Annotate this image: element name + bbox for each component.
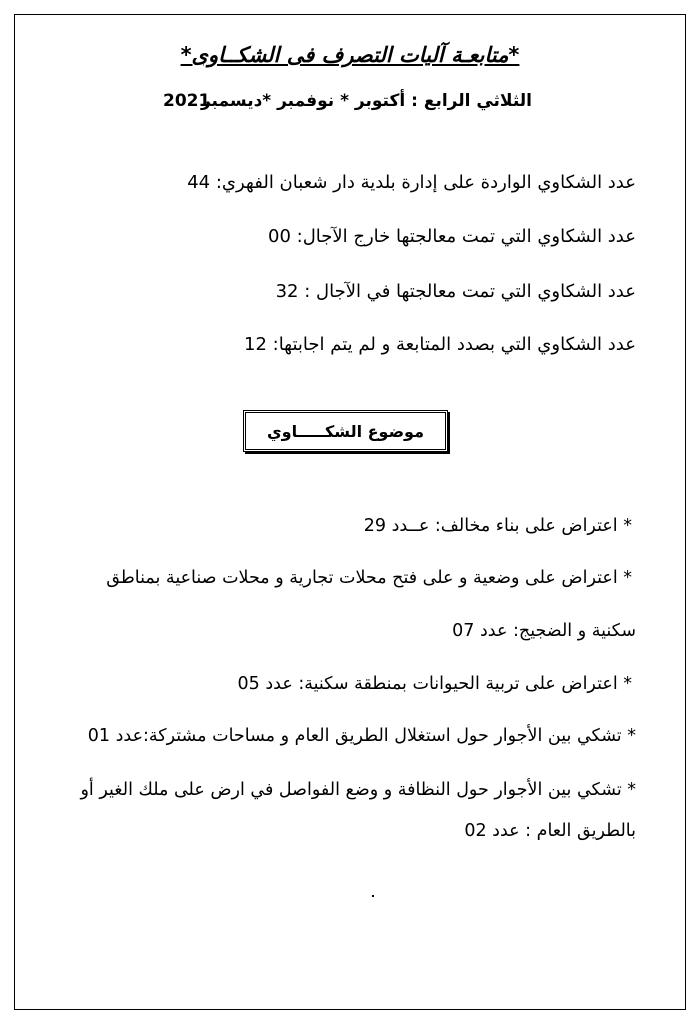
stat-processed-late: عدد الشكاوي التي تمت معالجتها خارج الآجال: 00 (268, 226, 636, 247)
page-border (14, 14, 686, 1010)
complaint-shops-line2: سكنية و الضجيج: عدد 07 (452, 621, 636, 641)
complaint-shops-line1: * اعتراض على وضعية و على فتح محلات تجارية و محلات صناعية بمناطق (106, 568, 632, 588)
stat-processed-on-time: عدد الشكاوي التي تمت معالجتها في الآجال : 32 (275, 281, 636, 302)
stat-received: عدد الشكاوي الواردة على إدارة بلدية دار شعبان الفهري: 44 (187, 172, 636, 193)
complaint-public-road: * تشكي بين الأجوار حول استغلال الطريق العام و مساحات مشتركة:عدد 01 (87, 726, 636, 746)
stray-dot (372, 895, 374, 897)
complaint-cleanliness-line2: بالطريق العام : عدد 02 (464, 821, 636, 841)
report-year: 2021 (163, 91, 211, 111)
complaint-illegal-building: * اعتراض على بناء مخالف: عــدد 29 (363, 516, 632, 536)
section-heading-box (243, 410, 448, 452)
document-title: *متابعـة آليات التصرف فى الشكــاوى* (180, 43, 520, 67)
stat-pending: عدد الشكاوي التي بصدد المتابعة و لم يتم اجابتها: 12 (244, 334, 636, 355)
section-heading: موضوع الشكـــــاوي (267, 421, 424, 441)
reporting-period: الثلاثي الرابع : أكتوبر * نوفمبر *ديسمبر (200, 91, 532, 111)
complaint-cleanliness-line1: * تشكي بين الأجوار حول النظافة و وضع الفواصل في ارض على ملك الغير أو (80, 780, 636, 800)
complaint-animals: * اعتراض على تربية الحيوانات بمنطقة سكنية: عدد 05 (237, 674, 632, 694)
